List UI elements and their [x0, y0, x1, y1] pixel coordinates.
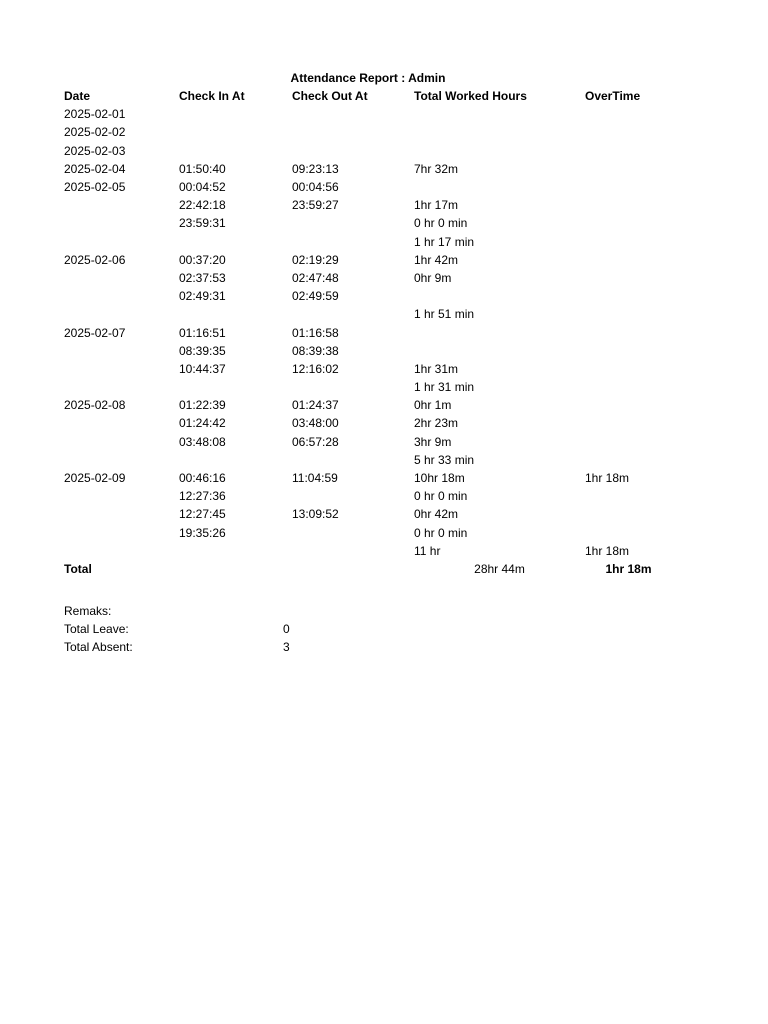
cell-check-out: 06:57:28 [292, 434, 339, 449]
cell-check-out: 12:16:02 [292, 361, 339, 376]
cell-check-in: 08:39:35 [179, 343, 226, 358]
cell-check-in: 00:37:20 [179, 252, 226, 267]
cell-overtime [585, 360, 672, 378]
cell-check-out: 13:09:52 [292, 507, 339, 522]
cell-overtime [585, 505, 672, 523]
header-date: Date [64, 89, 91, 104]
cell-check-in: 23:59:31 [179, 216, 226, 231]
cell-check-out: 02:19:29 [292, 252, 339, 267]
total-absent-line [64, 638, 364, 656]
cell-check-in: 01:22:39 [179, 398, 226, 413]
cell-overtime [585, 287, 672, 305]
cell-date: 2025-02-07 [64, 325, 126, 340]
cell-worked-hours: 0 hr 0 min [414, 525, 468, 540]
remarks-line [64, 602, 364, 620]
cell-date [64, 305, 179, 323]
cell-date [64, 542, 179, 560]
cell-check-in [179, 105, 292, 123]
table-row [64, 178, 672, 196]
remarks-section [64, 602, 364, 656]
cell-date [64, 269, 179, 287]
cell-check-out [292, 214, 414, 232]
total-absent-label: Total Absent: [64, 640, 133, 654]
table-row [64, 433, 672, 451]
table-row [64, 524, 672, 542]
cell-check-in [179, 542, 292, 560]
cell-check-out: 09:23:13 [292, 161, 339, 176]
cell-overtime [585, 123, 672, 141]
total-worked-hours: 28hr 44m [474, 561, 525, 576]
table-row [64, 305, 672, 323]
total-row [64, 560, 672, 578]
cell-check-in: 00:04:52 [179, 180, 226, 195]
cell-overtime [585, 305, 672, 323]
cell-worked-hours: 10hr 18m [414, 471, 465, 486]
cell-worked-hours: 1 hr 51 min [414, 307, 475, 322]
cell-check-in: 12:27:36 [179, 489, 226, 504]
total-label: Total [64, 561, 92, 576]
cell-worked-hours: 0hr 42m [414, 507, 459, 522]
cell-worked-hours [414, 123, 585, 141]
table-row [64, 123, 672, 141]
cell-date: 2025-02-04 [64, 161, 126, 176]
cell-check-out: 01:24:37 [292, 398, 339, 413]
cell-date: 2025-02-08 [64, 398, 126, 413]
cell-check-out: 01:16:58 [292, 325, 339, 340]
cell-overtime [585, 178, 672, 196]
cell-overtime [585, 233, 672, 251]
cell-date [64, 433, 179, 451]
cell-overtime [585, 105, 672, 123]
cell-worked-hours: 7hr 32m [414, 161, 459, 176]
cell-worked-hours [414, 178, 585, 196]
cell-overtime [585, 196, 672, 214]
table-row [64, 269, 672, 287]
cell-worked-hours: 11 hr [414, 543, 441, 558]
cell-worked-hours [414, 323, 585, 341]
cell-check-out [292, 105, 414, 123]
cell-worked-hours: 5 hr 33 min [414, 452, 475, 467]
cell-check-in [179, 451, 292, 469]
total-check-in-empty [179, 560, 292, 578]
cell-overtime [585, 269, 672, 287]
cell-overtime [585, 142, 672, 160]
table-header-row [64, 87, 672, 105]
cell-check-out [292, 542, 414, 560]
cell-worked-hours [414, 287, 585, 305]
cell-overtime [585, 451, 672, 469]
cell-date [64, 233, 179, 251]
report-title: Attendance Report : Admin [290, 71, 446, 85]
cell-check-in: 01:24:42 [179, 416, 226, 431]
cell-overtime [585, 160, 672, 178]
cell-check-in: 01:50:40 [179, 161, 226, 176]
cell-date [64, 214, 179, 232]
cell-worked-hours: 1hr 31m [414, 361, 459, 376]
cell-worked-hours: 0 hr 0 min [414, 216, 468, 231]
cell-date [64, 487, 179, 505]
cell-worked-hours [414, 105, 585, 123]
table-row [64, 414, 672, 432]
table-row [64, 142, 672, 160]
cell-date: 2025-02-05 [64, 180, 126, 195]
header-check-in: Check In At [179, 89, 245, 104]
cell-check-out [292, 142, 414, 160]
attendance-table [64, 87, 672, 578]
cell-check-out [292, 233, 414, 251]
cell-date [64, 360, 179, 378]
cell-date [64, 524, 179, 542]
cell-worked-hours: 0hr 1m [414, 398, 452, 413]
table-row [64, 105, 672, 123]
cell-check-in: 12:27:45 [179, 507, 226, 522]
cell-check-in [179, 142, 292, 160]
cell-date: 2025-02-06 [64, 252, 126, 267]
cell-worked-hours: 1 hr 31 min [414, 380, 475, 395]
total-absent-value: 3 [283, 640, 290, 654]
cell-check-in: 01:16:51 [179, 325, 226, 340]
cell-check-in: 22:42:18 [179, 198, 226, 213]
cell-check-out: 23:59:27 [292, 198, 339, 213]
header-overtime: OverTime [585, 89, 641, 104]
cell-overtime [585, 323, 672, 341]
table-row [64, 323, 672, 341]
table-row [64, 378, 672, 396]
table-row [64, 542, 672, 560]
cell-date [64, 451, 179, 469]
total-leave-value: 0 [283, 622, 290, 636]
cell-overtime: 1hr 18m [585, 471, 630, 486]
cell-overtime [585, 214, 672, 232]
cell-check-out: 02:47:48 [292, 270, 339, 285]
cell-check-in: 00:46:16 [179, 471, 226, 486]
cell-worked-hours: 1 hr 17 min [414, 234, 475, 249]
table-row [64, 251, 672, 269]
cell-worked-hours: 3hr 9m [414, 434, 452, 449]
cell-overtime: 1hr 18m [585, 543, 630, 558]
cell-date [64, 196, 179, 214]
cell-date [64, 378, 179, 396]
cell-worked-hours: 0 hr 0 min [414, 489, 468, 504]
table-row [64, 214, 672, 232]
cell-check-in: 02:49:31 [179, 289, 226, 304]
cell-check-out [292, 305, 414, 323]
cell-date: 2025-02-01 [64, 107, 126, 122]
table-row [64, 487, 672, 505]
cell-overtime [585, 396, 672, 414]
cell-worked-hours: 1hr 17m [414, 198, 459, 213]
cell-check-in: 03:48:08 [179, 434, 226, 449]
cell-check-in [179, 123, 292, 141]
cell-date: 2025-02-09 [64, 471, 126, 486]
cell-check-in [179, 378, 292, 396]
cell-date [64, 342, 179, 360]
cell-overtime [585, 524, 672, 542]
cell-overtime [585, 251, 672, 269]
remarks-label: Remaks: [64, 604, 112, 618]
table-body [64, 105, 672, 560]
table-row [64, 469, 672, 487]
cell-check-out: 11:04:59 [292, 471, 338, 486]
cell-check-out [292, 378, 414, 396]
cell-check-in: 02:37:53 [179, 270, 226, 285]
cell-check-out [292, 123, 414, 141]
header-check-out: Check Out At [292, 89, 368, 104]
table-row [64, 505, 672, 523]
table-row [64, 360, 672, 378]
table-row [64, 396, 672, 414]
cell-check-in [179, 233, 292, 251]
cell-worked-hours: 1hr 42m [414, 252, 459, 267]
total-check-out-empty [292, 560, 414, 578]
total-leave-label: Total Leave: [64, 622, 129, 636]
cell-check-out: 08:39:38 [292, 343, 339, 358]
cell-check-out [292, 524, 414, 542]
cell-overtime [585, 378, 672, 396]
cell-check-in [179, 305, 292, 323]
cell-worked-hours [414, 342, 585, 360]
total-overtime: 1hr 18m [605, 561, 652, 576]
cell-check-out: 03:48:00 [292, 416, 339, 431]
cell-check-out [292, 451, 414, 469]
cell-check-in: 19:35:26 [179, 525, 226, 540]
total-leave-line [64, 620, 364, 638]
cell-date: 2025-02-02 [64, 125, 126, 140]
table-row [64, 287, 672, 305]
cell-worked-hours: 0hr 9m [414, 270, 452, 285]
cell-worked-hours [414, 142, 585, 160]
cell-overtime [585, 487, 672, 505]
table-row [64, 233, 672, 251]
cell-date [64, 287, 179, 305]
cell-check-out: 00:04:56 [292, 180, 339, 195]
table-row [64, 160, 672, 178]
cell-check-out: 02:49:59 [292, 289, 339, 304]
cell-worked-hours: 2hr 23m [414, 416, 459, 431]
cell-overtime [585, 414, 672, 432]
cell-date [64, 505, 179, 523]
header-total-worked: Total Worked Hours [414, 89, 527, 104]
table-row [64, 342, 672, 360]
table-row [64, 196, 672, 214]
cell-overtime [585, 342, 672, 360]
cell-date [64, 414, 179, 432]
cell-overtime [585, 433, 672, 451]
cell-date: 2025-02-03 [64, 143, 126, 158]
cell-check-out [292, 487, 414, 505]
table-row [64, 451, 672, 469]
cell-check-in: 10:44:37 [179, 361, 226, 376]
